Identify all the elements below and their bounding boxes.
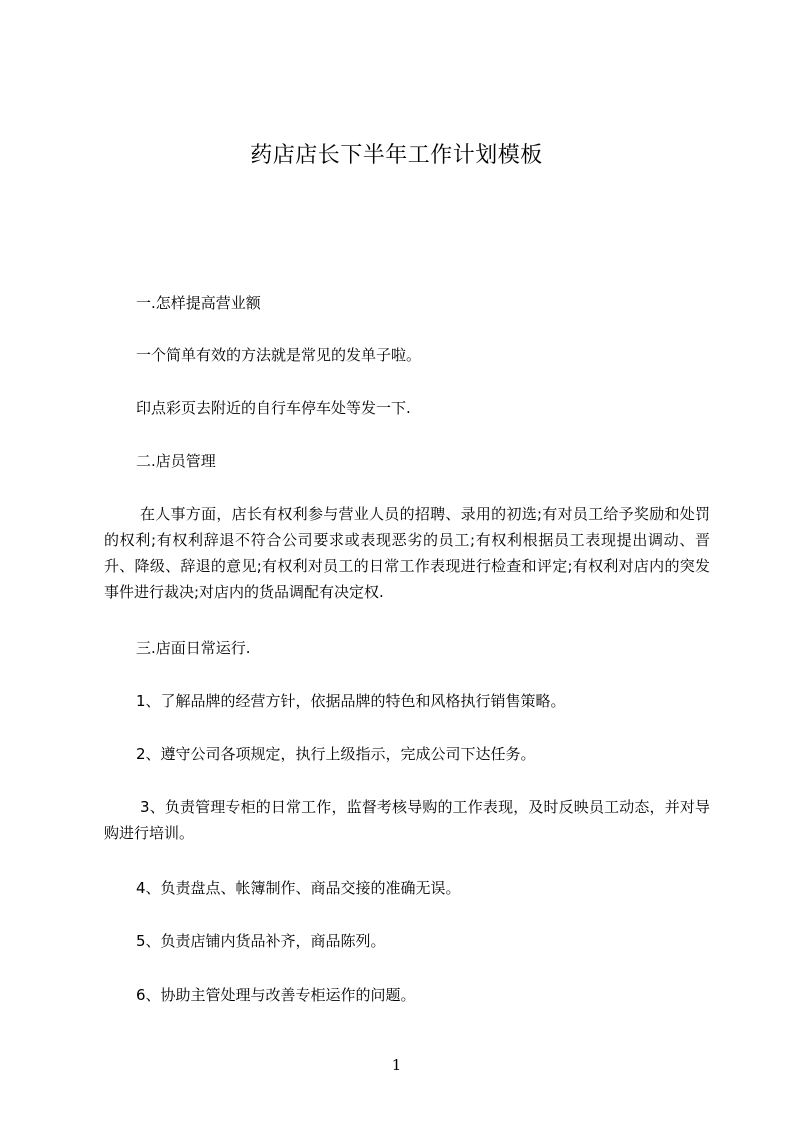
- list-item-6: 6、协助主管处理与改善专柜运作的问题。: [136, 986, 416, 1004]
- document-title: 药店店长下半年工作计划模板: [250, 143, 543, 168]
- section-2-heading: 二.店员管理: [136, 452, 216, 470]
- list-item-5: 5、负责店铺内货品补齐，商品陈列。: [136, 932, 386, 950]
- section-3-heading: 三.店面日常运行.: [136, 639, 251, 657]
- page-number: 1: [391, 1056, 402, 1074]
- section-2-paragraph: 在人事方面，店长有权利参与营业人员的招聘、录用的初选;有对员工给予奖励和处罚的权利;有权利辞退不符合公司要求或表现恶劣的员工;有权利根据员工表现提出调动、晋升、降级、辞退的意见;有权利对员工的日常工作表现进行检查和评定;有权利对店内的突发事件进行裁决;对店内的货品调配有决定权.: [104, 505, 710, 601]
- list-item-4: 4、负责盘点、帐簿制作、商品交接的准确无误。: [136, 879, 461, 897]
- section-1-heading: 一.怎样提高营业额: [136, 294, 261, 312]
- list-item-2: 2、遵守公司各项规定，执行上级指示，完成公司下达任务。: [136, 745, 536, 763]
- section-1-paragraph-2: 印点彩页去附近的自行车停车处等发一下.: [136, 399, 411, 417]
- list-item-3: 3、负责管理专柜的日常工作，监督考核导购的工作表现，及时反映员工动态，并对导购进行培训。: [104, 798, 710, 842]
- section-1-paragraph-1: 一个简单有效的方法就是常见的发单子啦。: [136, 346, 422, 364]
- list-item-1: 1、了解品牌的经营方针，依据品牌的特色和风格执行销售策略。: [136, 692, 566, 710]
